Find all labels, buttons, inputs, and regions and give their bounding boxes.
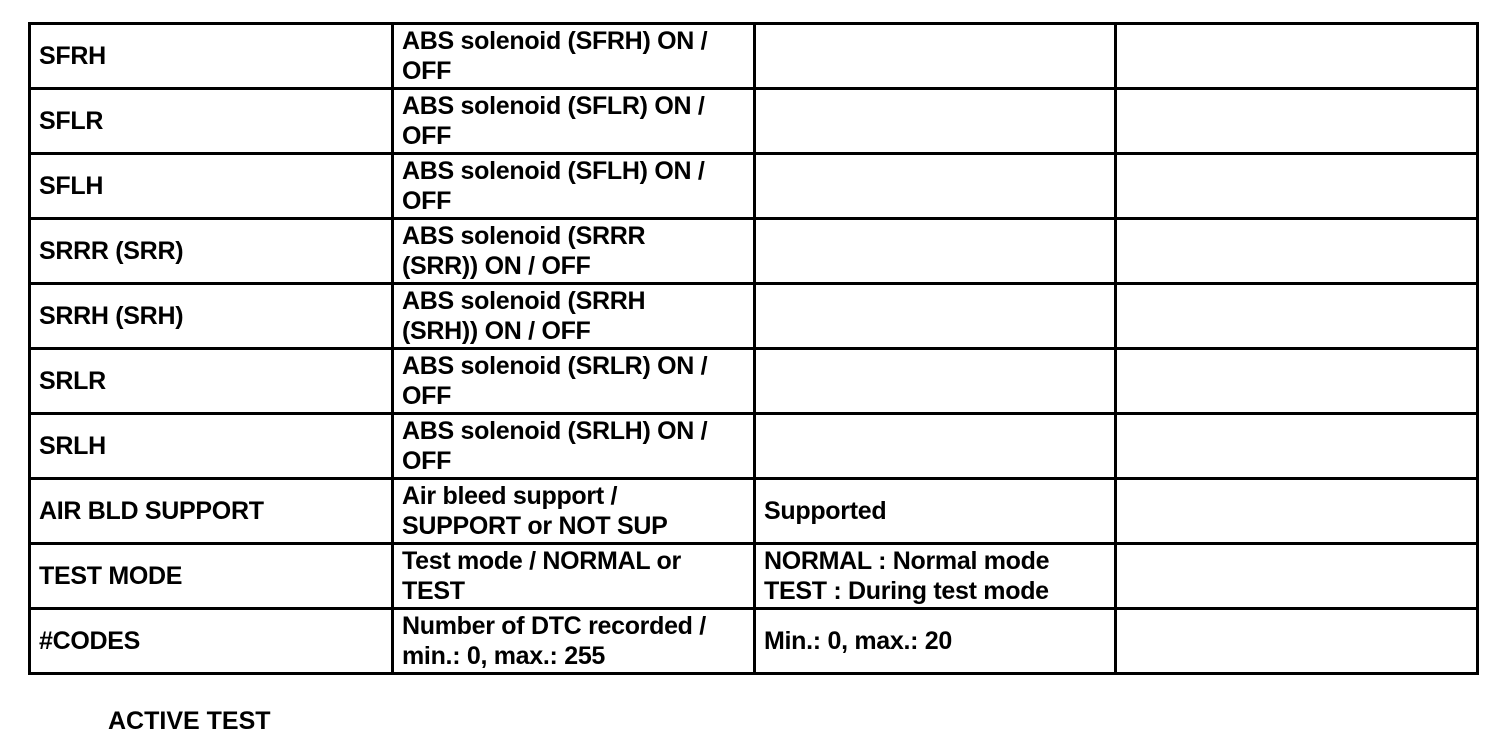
item-cell [30,544,393,609]
normal-condition-cell [755,349,1116,414]
item-cell [30,24,393,89]
diagnostic-note-cell [1116,609,1478,674]
item-label: SRRH (SRH) [39,302,184,330]
item-cell [30,154,393,219]
item-label: #CODES [39,627,141,655]
description-line: ABS solenoid (SRLH) ON / [402,417,708,445]
data-list-table [28,22,1479,675]
item-label: SFRH [39,42,106,70]
item-cell [30,609,393,674]
description-line: TEST [402,577,465,605]
description-line: Number of DTC recorded / [402,612,706,640]
item-label: SFLR [39,107,104,135]
table-row [30,219,1478,284]
item-label: TEST MODE [39,562,183,590]
table-row [30,544,1478,609]
description-line: (SRH)) ON / OFF [402,317,591,345]
description-line: ABS solenoid (SFLH) ON / [402,157,705,185]
description-cell [393,609,755,674]
condition-line: NORMAL : Normal mode [764,547,1050,575]
description-cell [393,154,755,219]
normal-condition-cell [755,89,1116,154]
description-cell [393,349,755,414]
diagnostic-note-cell [1116,284,1478,349]
description-line: ABS solenoid (SRRR [402,222,646,250]
diagnostic-note-cell [1116,24,1478,89]
item-cell [30,414,393,479]
item-label: SRLH [39,432,106,460]
item-label: SRLR [39,367,106,395]
description-cell [393,24,755,89]
item-label: AIR BLD SUPPORT [39,497,264,525]
description-cell [393,544,755,609]
table-row [30,89,1478,154]
normal-condition-cell [755,609,1116,674]
description-line: SUPPORT or NOT SUP [402,512,668,540]
description-line: OFF [402,57,452,85]
description-line: ABS solenoid (SFRH) ON / [402,27,708,55]
normal-condition-cell [755,284,1116,349]
diagnostic-note-cell [1116,544,1478,609]
item-label: SRRR (SRR) [39,237,184,265]
description-line: Test mode / NORMAL or [402,547,681,575]
normal-condition-cell [755,479,1116,544]
normal-condition-cell [755,219,1116,284]
item-cell [30,284,393,349]
item-cell [30,349,393,414]
diagnostic-note-cell [1116,154,1478,219]
description-cell [393,414,755,479]
description-line: ABS solenoid (SRRH [402,287,646,315]
table-row [30,349,1478,414]
table-row [30,24,1478,89]
condition-line: Min.: 0, max.: 20 [764,627,953,655]
table-body [30,24,1478,674]
item-cell [30,219,393,284]
description-cell [393,284,755,349]
description-line: (SRR)) ON / OFF [402,252,591,280]
table-row [30,154,1478,219]
diagnostic-note-cell [1116,414,1478,479]
condition-line: TEST : During test mode [764,577,1049,605]
description-line: OFF [402,382,452,410]
item-cell [30,479,393,544]
item-cell [30,89,393,154]
item-label: SFLH [39,172,104,200]
description-cell [393,479,755,544]
normal-condition-cell [755,154,1116,219]
table-row [30,414,1478,479]
table-row [30,284,1478,349]
diagnostic-note-cell [1116,219,1478,284]
description-cell [393,219,755,284]
description-line: OFF [402,187,452,215]
condition-line: Supported [764,497,887,525]
description-line: OFF [402,122,452,150]
diagnostic-note-cell [1116,349,1478,414]
normal-condition-cell [755,414,1116,479]
description-line: OFF [402,447,452,475]
normal-condition-cell [755,24,1116,89]
table-row [30,479,1478,544]
description-line: ABS solenoid (SFLR) ON / [402,92,705,120]
description-line: Air bleed support / [402,482,618,510]
diagnostic-note-cell [1116,479,1478,544]
table-row [30,609,1478,674]
description-line: ABS solenoid (SRLR) ON / [402,352,708,380]
diagnostic-note-cell [1116,89,1478,154]
description-cell [393,89,755,154]
normal-condition-cell [755,544,1116,609]
description-line: min.: 0, max.: 255 [402,642,606,670]
section-heading-active-test: ACTIVE TEST [108,707,271,735]
